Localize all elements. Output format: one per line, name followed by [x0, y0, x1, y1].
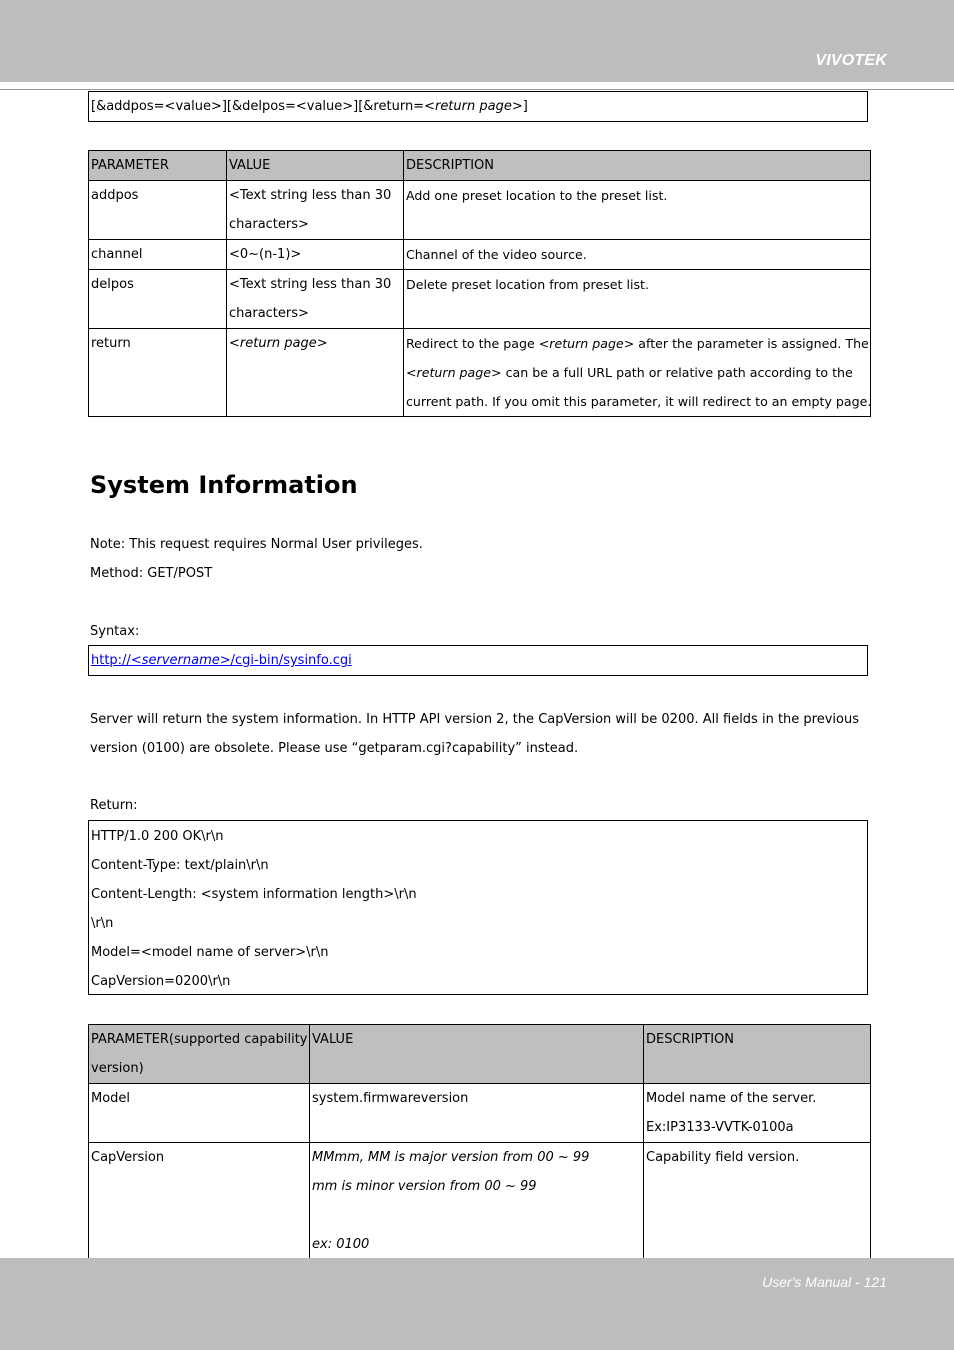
desc-text: can be a full URL path or relative path according to the	[501, 365, 853, 380]
table-header-row	[89, 151, 871, 181]
url-servername: servername	[141, 653, 220, 668]
description-line	[406, 358, 869, 387]
value-line: MMmm, MM is major version from 00 ~ 99	[312, 1150, 590, 1165]
value-line: mm is minor version from 00 ~ 99	[312, 1179, 537, 1194]
table-row	[89, 181, 871, 240]
return-label: Return:	[90, 798, 138, 813]
syntax-tail-pre: [&addpos=<value>][&delpos=<value>][&return=<	[91, 99, 435, 114]
value-cell	[310, 1143, 644, 1260]
value-line: <Text string less than 30	[229, 188, 392, 203]
description-cell: Channel of the video source.	[404, 240, 871, 270]
table-row	[89, 240, 871, 270]
column-header	[89, 1025, 310, 1084]
table-row	[89, 329, 871, 417]
description-cell	[404, 329, 871, 417]
url-part: http://<	[91, 653, 142, 668]
preset-parameter-table	[88, 150, 871, 417]
description-line-2: version (0100) are obsolete. Please use “getparam.cgi?capability” instead.	[90, 741, 579, 756]
description-line: Ex:IP3133-VVTK-0100a	[646, 1120, 794, 1135]
value-cell	[227, 181, 404, 240]
page-header	[0, 0, 954, 82]
syntax-tail-italic: return page	[434, 99, 512, 114]
table-header-row	[89, 1025, 871, 1084]
return-box	[88, 820, 868, 995]
table-row	[89, 1143, 871, 1260]
return-line: Content-Type: text/plain\r\n	[91, 858, 269, 873]
description-cell: Delete preset location from preset list.	[404, 270, 871, 329]
return-line: Content-Length: <system information length>\r\n	[91, 887, 417, 902]
syntax-url-box	[88, 645, 868, 676]
param-cell: return	[89, 329, 227, 417]
param-cell: channel	[89, 240, 227, 270]
column-header: VALUE	[227, 151, 404, 181]
description-line-1: Server will return the system information. In HTTP API version 2, the CapVersion will be 0200. All fields in the previous	[90, 712, 859, 727]
blank-line	[312, 1201, 642, 1230]
syntax-tail-post: >]	[511, 99, 528, 114]
desc-text: after the parameter is assigned. The	[634, 336, 869, 351]
syntax-label: Syntax:	[90, 624, 140, 639]
description-cell: Add one preset location to the preset list.	[404, 181, 871, 240]
column-header: PARAMETER	[89, 151, 227, 181]
value-line: characters>	[229, 306, 309, 321]
capability-table	[88, 1024, 871, 1260]
desc-italic: <return page>	[538, 336, 635, 351]
return-line: \r\n	[91, 916, 114, 931]
header-divider	[0, 89, 954, 90]
section-title: System Information	[90, 471, 358, 499]
column-header: VALUE	[310, 1025, 644, 1084]
syntax-url-line	[89, 646, 867, 675]
value-cell	[227, 270, 404, 329]
desc-italic: <return page>	[406, 365, 502, 380]
syntax-tail-line	[89, 92, 867, 121]
page-footer	[0, 1258, 954, 1350]
description-line	[406, 329, 869, 358]
param-cell: CapVersion	[89, 1143, 310, 1260]
desc-text: Redirect to the page	[406, 336, 539, 351]
value-line: characters>	[229, 217, 309, 232]
param-cell: delpos	[89, 270, 227, 329]
url-part: >/cgi-bin/sysinfo.cgi	[219, 653, 352, 668]
return-line: CapVersion=0200\r\n	[91, 974, 231, 989]
description-cell	[644, 1084, 871, 1143]
description-line: Model name of the server.	[646, 1091, 817, 1106]
column-header: DESCRIPTION	[644, 1025, 871, 1084]
return-line: HTTP/1.0 200 OK\r\n	[91, 829, 224, 844]
description-line: current path. If you omit this parameter, it will redirect to an empty page.	[406, 394, 872, 409]
value-line: <Text string less than 30	[229, 277, 392, 292]
value-line: ex: 0100	[312, 1237, 370, 1252]
privilege-note: Note: This request requires Normal User privileges.	[90, 537, 423, 552]
param-cell: addpos	[89, 181, 227, 240]
value-cell: system.firmwareversion	[310, 1084, 644, 1143]
value-cell: <0~(n-1)>	[227, 240, 404, 270]
description-cell: Capability field version.	[644, 1143, 871, 1260]
brand-logo-text: VIVOTEK	[815, 52, 887, 69]
column-header: DESCRIPTION	[404, 151, 871, 181]
param-cell: Model	[89, 1084, 310, 1143]
syntax-tail-box	[88, 91, 868, 122]
table-row	[89, 1084, 871, 1143]
page-number-label: User's Manual - 121	[762, 1274, 887, 1290]
method-line: Method: GET/POST	[90, 566, 213, 581]
sysinfo-url-link[interactable]	[91, 653, 352, 668]
header-line: version)	[91, 1061, 144, 1076]
return-line: Model=<model name of server>\r\n	[91, 945, 329, 960]
table-row	[89, 270, 871, 329]
header-line: PARAMETER(supported capability	[91, 1032, 308, 1047]
value-cell: <return page>	[227, 329, 404, 417]
